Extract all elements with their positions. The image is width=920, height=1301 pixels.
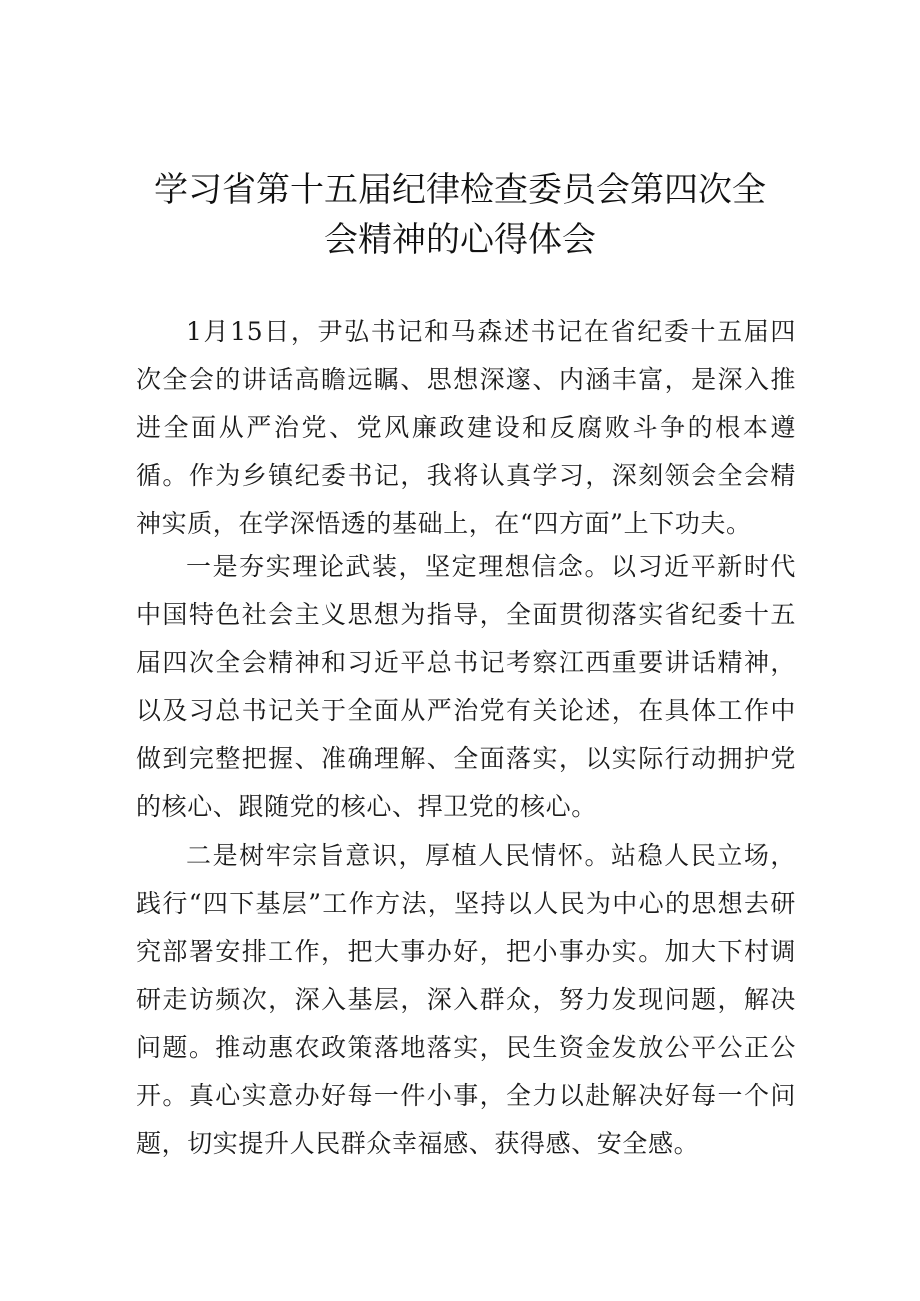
paragraph-intro: 1月15日，尹弘书记和马森述书记在省纪委十五届四次全会的讲话高瞻远瞩、思想深邃、内涵丰富，是深入推进全面从严治党、党风廉政建设和反腐败斗争的根本遵循。作为乡镇纪委书记，我将认真学习，深刻领会全会精神实质，在学深悟透的基础上，在“四方面”上下功夫。 bbox=[136, 317, 796, 538]
paragraph-point-one: 一是夯实理论武装，坚定理想信念。以习近平新时代中国特色社会主义思想为指导，全面贯彻落实省纪委十五届四次全会精神和习近平总书记考察江西重要讲话精神，以及习总书记关于全面从严治党有关论述，在具体工作中做到完整把握、准确理解、全面落实，以实际行动拥护党的核心、跟随党的核心、捍卫党的核心。 bbox=[136, 552, 796, 821]
document-title-line-1: 学习省第十五届纪律检查委员会第四次全 bbox=[154, 170, 766, 210]
paragraph-point-two: 二是树牢宗旨意识，厚植人民情怀。站稳人民立场，践行“四下基层”工作方法，坚持以人民为中心的思想去研究部署安排工作，把大事办好，把小事办实。加大下村调研走访频次，深入基层，深入群众，努力发现问题，解决问题。推动惠农政策落地落实，民生资金发放公平公正公开。真心实意办好每一件小事，全力以赴解决好每一个问题，切实提升人民群众幸福感、获得感、安全感。 bbox=[136, 841, 796, 1158]
document-title-line-2: 会精神的心得体会 bbox=[324, 220, 596, 260]
